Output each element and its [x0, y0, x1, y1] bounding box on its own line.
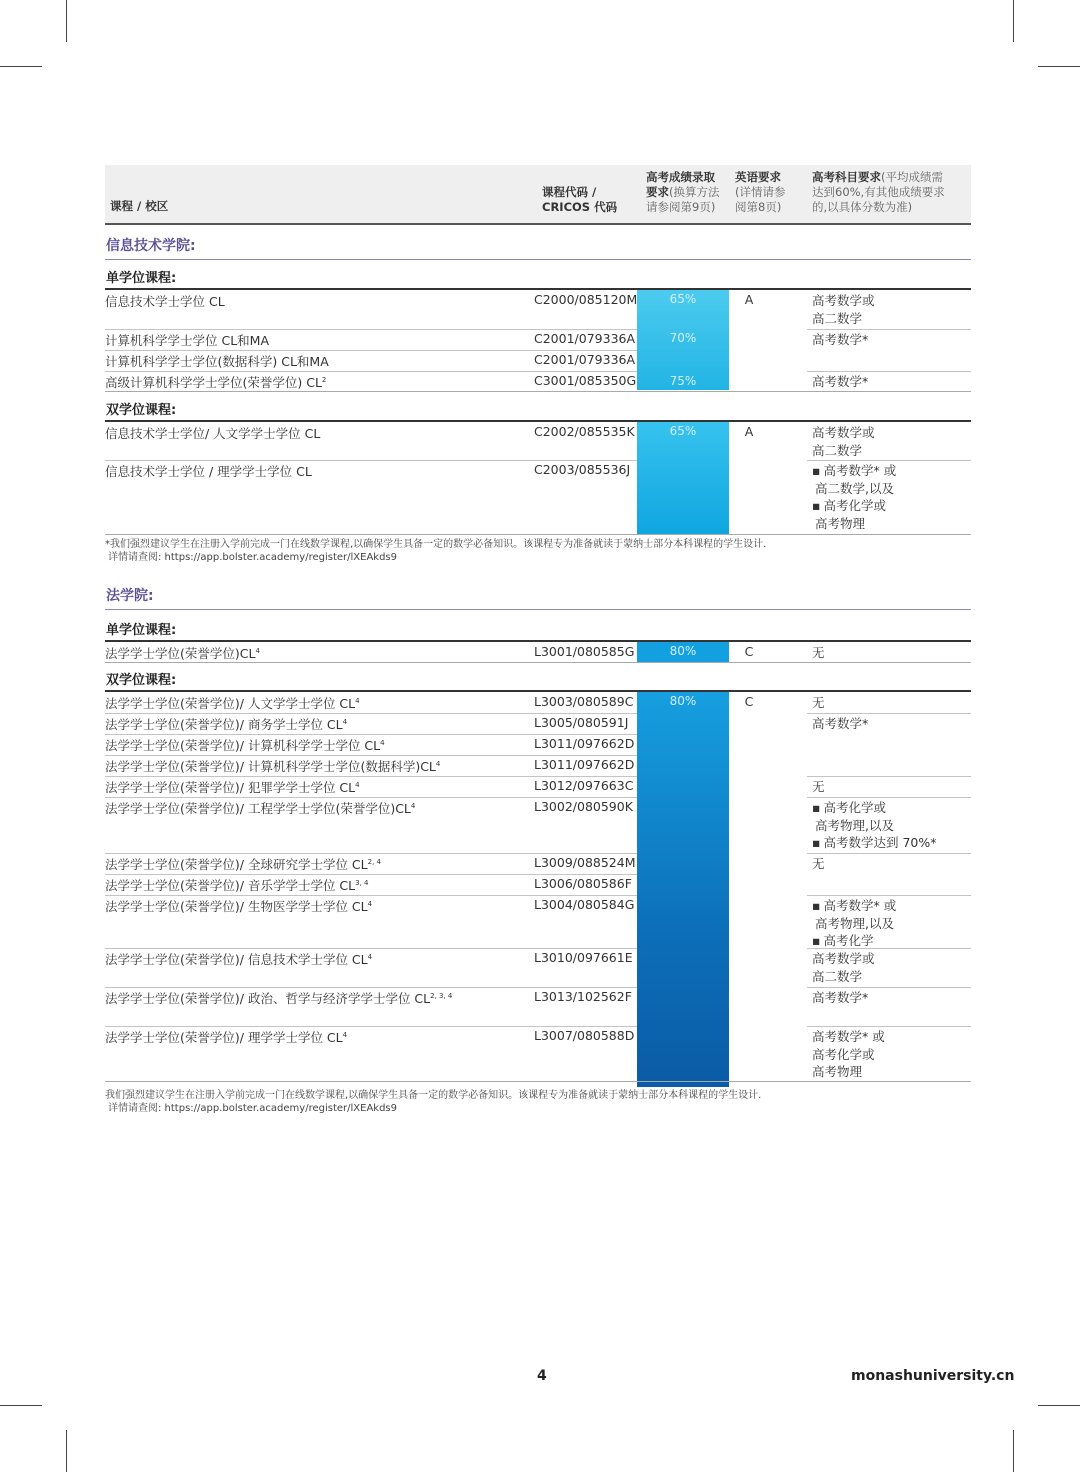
course-name-text: 法学学士学位(荣誉学位)/ 理学学士学位 CL — [105, 1030, 343, 1045]
course-code: L3009/088524M — [534, 855, 636, 870]
subject-line: 高考化学或 — [812, 1046, 875, 1062]
course-name-text: 法学学士学位(荣誉学位)/ 犯罪学学士学位 CL — [105, 780, 356, 795]
header-score-line: 请参阅第9页) — [646, 200, 716, 214]
header-code — [542, 185, 617, 215]
course-code: C2001/079336A — [534, 352, 636, 367]
course-code: L3005/080591J — [534, 715, 629, 730]
subsection-title — [105, 610, 971, 642]
crop-mark — [0, 1405, 42, 1406]
subject-line: 高考物理 — [815, 515, 866, 531]
course-name — [105, 694, 360, 712]
footnote — [105, 538, 971, 564]
course-code: L3001/080585G — [534, 644, 635, 659]
course-name-text: 法学学士学位(荣誉学位)/ 音乐学学士学位 CL — [105, 878, 356, 893]
footnote-ref: 2, 4 — [367, 858, 381, 866]
subject-req — [812, 424, 875, 459]
law-single-block — [105, 642, 971, 663]
subject-line: 高二数学 — [812, 968, 863, 984]
it-section — [105, 225, 971, 564]
course-code: C2003/085536J — [534, 462, 631, 477]
table-header — [105, 165, 971, 225]
course-name — [105, 644, 260, 662]
header-code-line: 课程代码 / — [542, 185, 597, 199]
footnote-link[interactable]: 详情请查阅: https://app.bolster.academy/register/lXEAkds9 — [108, 1103, 398, 1114]
subject-line: 高考数学* 或 — [812, 1029, 885, 1044]
score-value: 70% — [669, 331, 697, 345]
crop-mark — [1038, 1405, 1080, 1406]
course-name: 计算机科学学士学位 CL和MA — [105, 333, 270, 348]
website-link[interactable]: monashuniversity.cn — [851, 1368, 1015, 1384]
course-name — [105, 1028, 347, 1046]
subject-line: 高考物理,以及 — [815, 915, 894, 931]
subject-line: ▪ 高考数学* 或 — [812, 463, 896, 478]
crop-mark — [66, 1430, 67, 1472]
subsection-title-text: 双学位课程: — [106, 403, 177, 418]
footnote-ref: 4 — [255, 647, 260, 655]
faculty-title-text: 信息技术学院: — [106, 238, 196, 254]
course-name: 计算机科学学士学位(数据科学) CL和MA — [105, 354, 329, 369]
footnote-ref: 4 — [367, 953, 373, 961]
subject-line: 无 — [812, 695, 825, 710]
footnote-ref: 2 — [321, 376, 327, 384]
faculty-title-text: 法学院: — [106, 588, 154, 604]
course-code: L3003/080589C — [534, 694, 634, 709]
subject-line: 无 — [812, 779, 825, 794]
footnote-ref: 2, 3, 4 — [430, 992, 453, 1000]
faculty-title — [105, 225, 971, 260]
subject-line: 高二数学,以及 — [815, 480, 894, 496]
footnote-ref: 4 — [380, 739, 385, 747]
subject-req — [812, 778, 825, 796]
header-subject — [812, 170, 945, 215]
crop-mark — [1038, 66, 1080, 67]
subject-line: 高考物理,以及 — [815, 817, 894, 833]
course-name: 信息技术学士学位 / 理学学士学位 CL — [105, 464, 312, 479]
subject-line: ▪ 高考数学* 或 — [812, 898, 896, 913]
subject-req — [812, 950, 875, 985]
subject-req — [812, 799, 937, 852]
course-name-text: 高级计算机科学学士学位(荣誉学位) CL — [105, 375, 322, 390]
score-value: 65% — [669, 292, 697, 306]
crop-mark — [1013, 0, 1014, 42]
score-bar — [637, 422, 729, 534]
subject-line: 高考数学或 — [812, 425, 875, 440]
header-english-line: (详情请参 — [735, 185, 786, 199]
subject-line: 高考数学* — [812, 990, 869, 1005]
score-value: 80% — [669, 644, 697, 658]
header-subject-line: 的,以具体分数为准) — [812, 200, 913, 214]
subsection-title — [105, 260, 971, 290]
law-double-block — [105, 692, 971, 1087]
header-english — [735, 170, 786, 215]
course-name — [105, 855, 381, 873]
footnote-ref: 4 — [410, 802, 416, 810]
course-code: L3012/097663C — [534, 778, 634, 793]
course-code: L3006/080586F — [534, 876, 632, 891]
subject-req — [812, 1028, 885, 1081]
header-course: 课程 / 校区 — [110, 199, 169, 213]
header-score-line: (换算方法 — [669, 185, 720, 199]
course-name-text: 法学学士学位(荣誉学位)/ 商务学士学位 CL — [105, 717, 343, 732]
course-name — [105, 715, 347, 733]
subject-line: ▪ 高考数学达到 70%* — [812, 835, 937, 850]
subject-req — [812, 989, 868, 1007]
course-name: 信息技术学士学位 CL — [105, 294, 225, 309]
subject-req: 高考数学* — [812, 332, 869, 347]
course-name — [105, 373, 326, 391]
course-code: L3011/097662D — [534, 757, 635, 772]
footnote-ref: 4 — [342, 1031, 348, 1039]
law-section — [105, 575, 971, 1115]
course-name — [105, 736, 385, 754]
subject-line: ▪ 高考化学或 — [812, 498, 886, 513]
subject-req — [812, 462, 896, 532]
subject-line: ▪ 高考化学或 — [812, 800, 886, 815]
course-name-text: 法学学士学位(荣誉学位)/ 工程学学士学位(荣誉学位)CL — [105, 801, 411, 816]
course-code: C2001/079336A — [534, 331, 636, 346]
subject-req: 高考数学* — [812, 374, 869, 389]
course-code: L3011/097662D — [534, 736, 635, 751]
crop-mark — [0, 66, 42, 67]
footnote-link[interactable]: 详情请查阅: https://app.bolster.academy/register/lXEAkds9 — [108, 552, 398, 563]
subject-line: 高考数学或 — [812, 293, 875, 308]
score-bar — [637, 642, 729, 662]
course-name — [105, 778, 360, 796]
course-name-text: 法学学士学位(荣誉学位)/ 计算机科学学士学位(数据科学)CL — [105, 759, 436, 774]
score-value: 75% — [669, 374, 697, 388]
score-bar — [637, 692, 729, 1087]
course-name-text: 法学学士学位(荣誉学位)/ 计算机科学学士学位 CL — [105, 738, 381, 753]
course-name — [105, 757, 440, 775]
course-name — [105, 950, 372, 968]
course-name-text: 法学学士学位(荣誉学位)/ 人文学学士学位 CL — [105, 696, 356, 711]
subject-req — [812, 715, 868, 733]
header-score-line: 要求 — [646, 185, 669, 199]
header-english-line: 英语要求 — [735, 170, 781, 184]
english-req: C — [744, 644, 754, 659]
header-score-line: 高考成绩录取 — [646, 170, 715, 184]
course-code: C3001/085350G — [534, 373, 637, 388]
english-req: A — [744, 424, 754, 439]
footnote-ref: 4 — [435, 760, 441, 768]
score-value: 80% — [669, 694, 697, 708]
it-double-block — [105, 422, 971, 536]
footnote-ref: 4 — [342, 718, 348, 726]
subject-req: 无 — [812, 645, 825, 660]
it-single-block — [105, 290, 971, 388]
subsection-title — [105, 390, 971, 422]
course-name-text: 法学学士学位(荣誉学位)/ 政治、哲学与经济学学士学位 CL — [105, 991, 431, 1006]
course-code: L3004/080584G — [534, 897, 635, 912]
subject-req — [812, 897, 896, 950]
header-subject-line: 达到60%,有其他成绩要求 — [812, 185, 945, 199]
course-code: L3010/097661E — [534, 950, 633, 965]
header-subject-line: (平均成绩需 — [881, 170, 943, 184]
subject-req — [812, 855, 825, 873]
subsection-title — [105, 663, 971, 692]
english-req: A — [744, 292, 754, 307]
course-name — [105, 989, 452, 1007]
score-value: 65% — [669, 424, 697, 438]
faculty-title — [105, 575, 971, 610]
subsection-title-text: 单学位课程: — [106, 271, 177, 286]
subject-line: 无 — [812, 856, 825, 871]
subject-line: 高考数学* — [812, 716, 869, 731]
subject-line: 高二数学 — [812, 442, 863, 458]
subject-line: 高考数学或 — [812, 951, 875, 966]
page-number: 4 — [537, 1368, 547, 1384]
crop-mark — [1013, 1430, 1014, 1472]
subject-line: 高考物理 — [812, 1064, 863, 1079]
course-name-text: 法学学士学位(荣誉学位)CL — [105, 646, 256, 661]
subject-line: ▪ 高考化学 — [812, 933, 874, 948]
footnote — [105, 1089, 971, 1115]
requirements-table — [105, 165, 971, 1115]
course-code: L3002/080590K — [534, 799, 633, 814]
course-name-text: 法学学士学位(荣誉学位)/ 信息技术学士学位 CL — [105, 952, 368, 967]
course-name — [105, 876, 368, 894]
header-english-line: 阅第8页) — [735, 200, 782, 214]
course-code: C2002/085535K — [534, 424, 635, 439]
course-code: C2000/085120M — [534, 292, 638, 307]
footnote-ref: 3, 4 — [355, 879, 369, 887]
header-code-line: CRICOS 代码 — [542, 200, 618, 214]
subject-req — [812, 292, 875, 327]
course-name-text: 法学学士学位(荣誉学位)/ 全球研究学士学位 CL — [105, 857, 368, 872]
header-score — [646, 170, 720, 215]
course-name: 信息技术学士学位/ 人文学学士学位 CL — [105, 426, 321, 441]
header-subject-line: 高考科目要求 — [812, 170, 881, 184]
subject-line: 高二数学 — [812, 310, 863, 326]
course-code: L3007/080588D — [534, 1028, 635, 1043]
english-req: C — [744, 694, 754, 709]
subsection-title-text: 单学位课程: — [106, 623, 177, 638]
footnote-text: 我们强烈建议学生在注册入学前完成一门在线数学课程,以确保学生具备一定的数学必备知识。该课程专为准备就读于蒙纳士部分本科课程的学生设计. — [105, 1090, 762, 1101]
course-name — [105, 799, 415, 817]
crop-mark — [66, 0, 67, 42]
footnote-ref: 4 — [367, 900, 373, 908]
footnote-text: *我们强烈建议学生在注册入学前完成一门在线数学课程,以确保学生具备一定的数学必备知识。该课程专为准备就读于蒙纳士部分本科课程的学生设计. — [105, 539, 767, 550]
course-name-text: 法学学士学位(荣誉学位)/ 生物医学学士学位 CL — [105, 899, 368, 914]
footnote-ref: 4 — [355, 781, 360, 789]
course-code: L3013/102562F — [534, 989, 632, 1004]
subject-req — [812, 694, 825, 712]
subsection-title-text: 双学位课程: — [106, 673, 177, 688]
footnote-ref: 4 — [355, 697, 360, 705]
score-bar — [637, 290, 729, 390]
course-name — [105, 897, 372, 915]
